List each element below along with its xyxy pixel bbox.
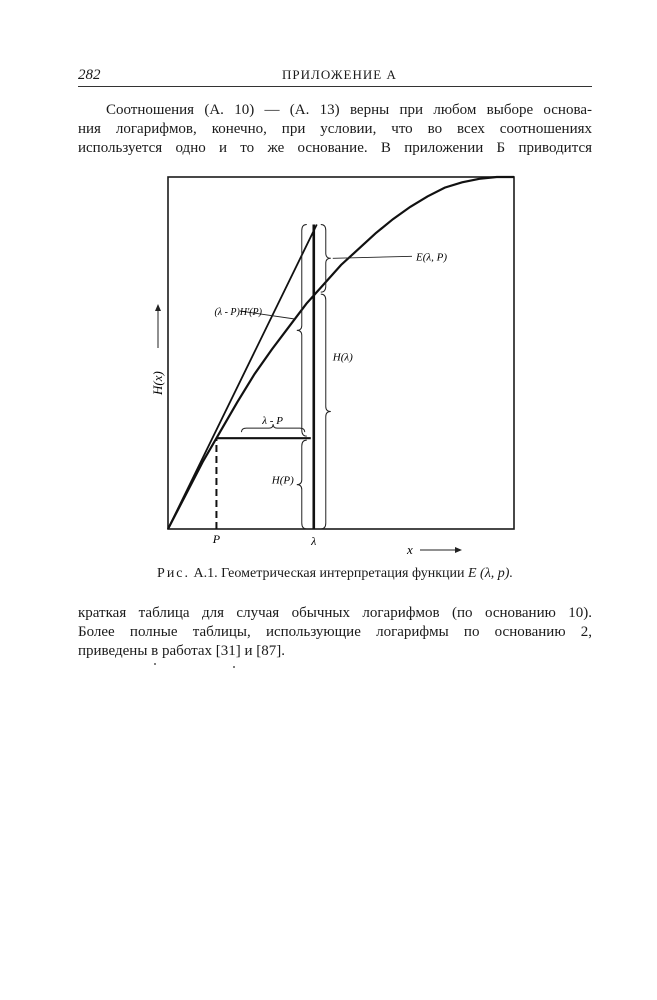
label-h-p: H(P) xyxy=(271,474,294,487)
label-delta: λ - P xyxy=(262,415,283,428)
caption-number: А.1. xyxy=(193,566,218,581)
y-axis-label: H(x) xyxy=(150,371,165,395)
label-e: E(λ, P) xyxy=(416,251,448,264)
paragraph-line: Соотношения (А. 10) — (А. 13) верны при любом выборе основа- xyxy=(106,102,592,118)
scan-speck xyxy=(154,663,156,665)
scan-speck xyxy=(233,666,235,668)
brace-h-lambda xyxy=(321,294,331,529)
label-tangent-increment: (λ - P)H'(P) xyxy=(214,307,262,318)
caption-text: Геометрическая интерпретация функции xyxy=(221,566,465,581)
figure-chart xyxy=(150,170,530,555)
paragraph-line: используется одно и то же основание. В приложении Б приводится xyxy=(78,140,592,156)
paragraph-1 xyxy=(78,101,592,158)
tick-label-p: P xyxy=(212,532,221,546)
running-title: ПРИЛОЖЕНИЕ А xyxy=(282,67,397,82)
label-h-lambda: H(λ) xyxy=(332,351,353,364)
x-axis-arrowhead xyxy=(455,547,462,553)
x-axis-label: x xyxy=(407,542,413,555)
paragraph-2 xyxy=(78,604,592,661)
caption-prefix: Рис. xyxy=(157,566,191,581)
caption-function: E (λ, p). xyxy=(468,566,513,581)
leader-e xyxy=(333,256,412,258)
brace-tangent-increment xyxy=(297,225,307,437)
header-rule xyxy=(78,86,592,87)
figure-caption xyxy=(78,566,592,582)
paragraph-line: Более полные таблицы, использующие логарифмы по основанию 2, xyxy=(78,624,592,640)
paragraph-line: краткая таблица для случая обычных логарифмов (по основанию 10). xyxy=(78,605,592,621)
tick-label-lambda: λ xyxy=(311,534,317,548)
figure xyxy=(150,170,530,555)
brace-h-p xyxy=(297,440,307,529)
page-number: 282 xyxy=(78,67,101,83)
paragraph-line: приведены в работах [31] и [87]. xyxy=(78,643,285,659)
paragraph-line: ния логарифмов, конечно, при условии, что во всех соотношениях xyxy=(78,121,592,137)
tangent-line xyxy=(168,225,317,529)
brace-e xyxy=(321,225,331,293)
y-axis-arrowhead xyxy=(155,304,161,311)
